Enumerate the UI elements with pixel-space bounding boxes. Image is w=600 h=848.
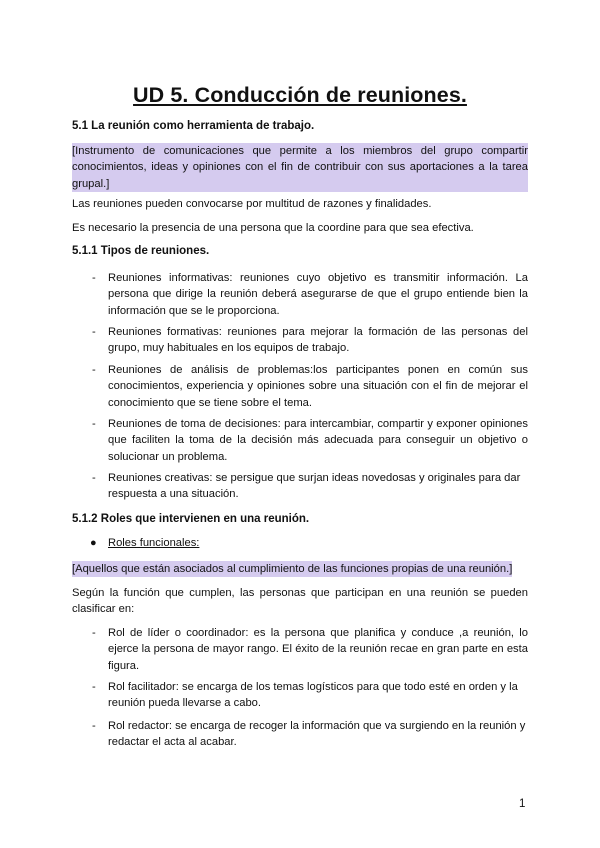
dash-icon: - xyxy=(92,364,96,376)
dash-icon: - xyxy=(92,472,96,484)
paragraph: Es necesario la presencia de una persona que la coordine para que sea efectiva. xyxy=(72,222,474,234)
highlighted-definition: [Instrumento de comunicaciones que permite a los miembros del grupo compartir conocimientos, ideas y opiniones con el fin de contribuir con sus aportaciones a la tarea grupal.] xyxy=(72,143,528,192)
section-heading-5-1-1: 5.1.1 Tipos de reuniones. xyxy=(72,245,210,257)
page-number: 1 xyxy=(519,798,526,810)
section-heading-5-1-2: 5.1.2 Roles que intervienen en una reunión. xyxy=(72,513,310,525)
dash-icon: - xyxy=(92,681,96,693)
document-page: UD 5. Conducción de reuniones. 5.1 La reunión como herramienta de trabajo. [Instrumento de comunicaciones que permite a los miembros del grupo compartir conocimientos, ideas y opiniones con el fin de contribuir con sus aportaciones a la tarea grupal.] Las reuniones pueden convocarse por multitud de razones y finalidades. Es necesario la presencia de una persona que la coordine para que sea efectiva. 5.1.1 Tipos de reuniones. - Reuniones informativas: reuniones cuyo objetivo es transmitir información. La persona que dirige la reunión deberá asegurarse de que el grupo entiende bien la información que se le proporciona. - Reuniones formativas: reuniones para mejorar la formación de las personas del grupo, muy habituales en los equipos de trabajo. - Reuniones de análisis de problemas:los participantes ponen en común sus conocimientos, experiencia y opiniones sobre una situación con el fin de mejorar el conocimiento que se tiene sobre el tema. - Reuniones de toma de decisiones: para intercambiar, compartir y exponer opiniones que faciliten la toma de la decisión más adecuada para conseguir un objetivo o solucionar un problema. - Reuniones creativas: se persigue que surjan ideas novedosas y originales para dar respuesta a una situación. 5.1.2 Roles que intervienen en una reunión. ● Roles funcionales: [Aquellos que están asociados al cumplimiento de las funciones propias de una reunión.] Según la función que cumplen, las personas que participan en una reunión se pueden clasificar en: - Rol de líder o coordinador: es la persona que planifica y conduce ,a reunión, lo ejerce la persona de mayor rango. El éxito de la reunión recae en gran parte en esta figura. - Rol facilitador: se encarga de los temas logísticos para que todo esté en orden y la reunión pueda llevarse a cabo. - Rol redactor: se encarga de recoger la información que va surgiendo en la reunión y redactar el acta al acabar. xyxy=(72,83,528,749)
bullet-icon: ● xyxy=(90,537,97,549)
dash-icon: - xyxy=(92,326,96,338)
highlighted-definition: [Aquellos que están asociados al cumplimiento de las funciones propias de una reunión.] xyxy=(72,561,512,577)
dash-icon: - xyxy=(92,418,96,430)
paragraph: Según la función que cumplen, las personas que participan en una reunión se pueden clasificar en: xyxy=(72,587,528,616)
paragraph: Las reuniones pueden convocarse por multitud de razones y finalidades. xyxy=(72,198,432,210)
section-heading-5-1: 5.1 La reunión como herramienta de trabajo. xyxy=(72,120,315,132)
dash-icon: - xyxy=(92,272,96,284)
dash-icon: - xyxy=(92,720,96,732)
page-title: UD 5. Conducción de reuniones. xyxy=(133,83,467,107)
dash-icon: - xyxy=(92,627,96,639)
